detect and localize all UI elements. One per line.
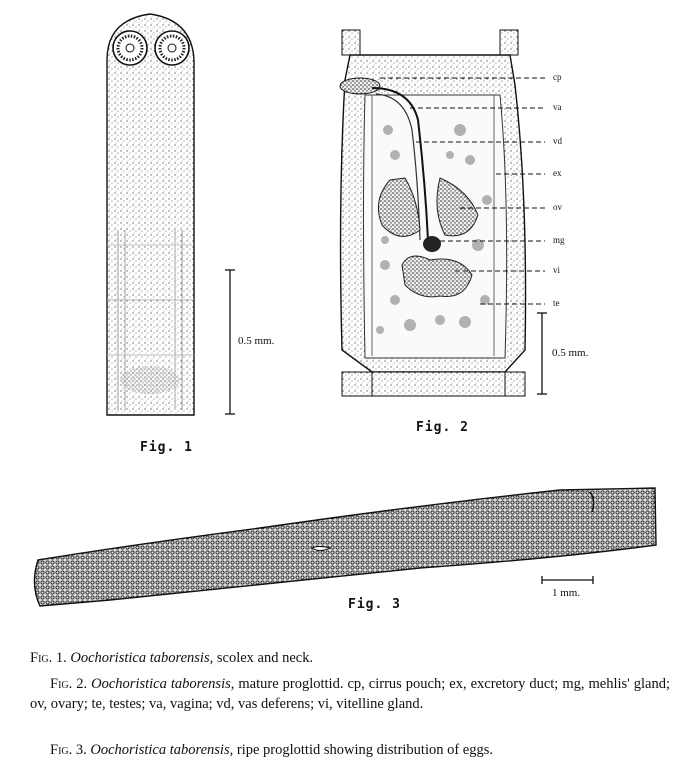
caption-fig1-number: Fig. 1. [30, 650, 67, 666]
callout-ex: ex [553, 168, 562, 178]
caption-fig2-number: Fig. 2. [50, 676, 88, 692]
callout-vd: vd [553, 136, 562, 146]
fig2-scale-bar [537, 313, 547, 394]
caption-fig1-species: Oochoristica taborensis, [70, 650, 214, 666]
callout-ov: ov [553, 202, 562, 212]
sucker-left [113, 31, 147, 65]
caption-fig2-species: Oochoristica taborensis, [91, 676, 235, 692]
caption-fig2-text: mature proglottid. cp, cirrus pouch; ex, excretory duct; mg, mehlis' gland; ov, ovary; te, testes; va, vagina; vd, vas deferens; vi, vitelline gland. [30, 676, 670, 712]
caption-fig3-text: ripe proglottid showing distribution of eggs. [233, 742, 494, 758]
fig2-label: Fig. 2 [416, 420, 469, 435]
caption-fig3-number: Fig. 3. [50, 742, 87, 758]
fig3-scale-bar [542, 576, 593, 584]
fig1-scale-bar [225, 270, 235, 414]
sucker-right [155, 31, 189, 65]
caption-fig2 [30, 674, 670, 714]
fig3-scale-label: 1 mm. [552, 587, 581, 599]
caption-fig1 [30, 648, 670, 668]
fig1-scolex-drawing [107, 14, 194, 415]
callout-te: te [553, 298, 560, 308]
callout-cp: cp [553, 72, 562, 82]
callout-vi: vi [553, 265, 561, 275]
callout-mg: mg [553, 235, 565, 245]
fig1-scale-label: 0.5 mm. [238, 335, 275, 347]
fig3-label: Fig. 3 [348, 597, 401, 612]
fig1-label: Fig. 1 [140, 440, 193, 455]
callout-va: va [553, 102, 562, 112]
fig2-scale-label: 0.5 mm. [552, 347, 589, 359]
caption-fig3 [30, 740, 670, 760]
caption-fig3-species: Oochoristica taborensis, [90, 742, 234, 758]
fig2-proglottid-drawing [340, 30, 526, 396]
caption-fig1-text: scolex and neck. [213, 650, 314, 666]
